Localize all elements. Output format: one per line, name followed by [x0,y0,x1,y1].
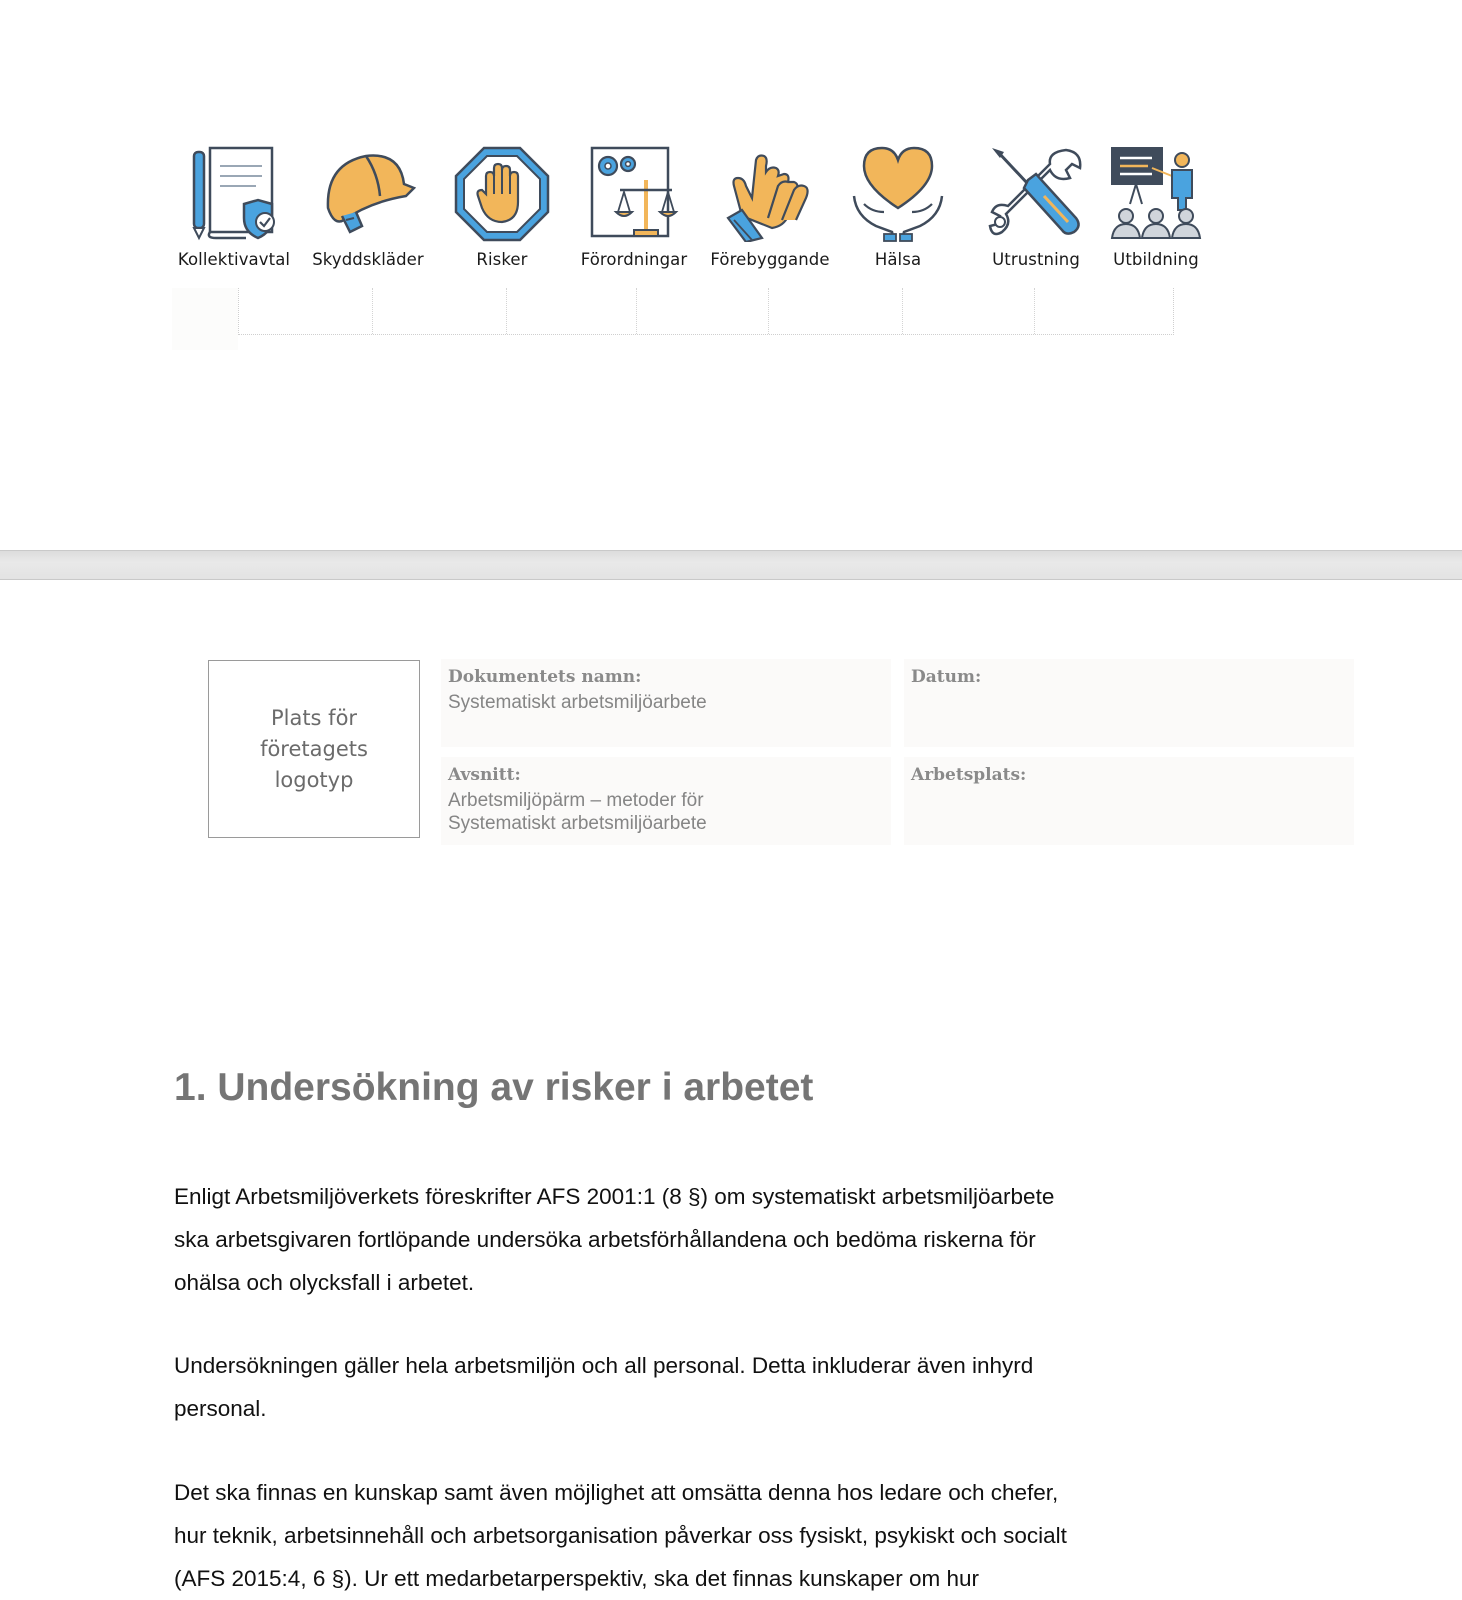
logo-placeholder[interactable] [208,660,420,838]
icon-label: Förordningar [580,250,688,269]
page-one [0,0,1462,550]
section-field[interactable] [441,757,891,845]
icon-item-halsa[interactable] [832,146,964,269]
connector-divider [768,288,769,334]
scales-document-icon [586,146,682,242]
paragraph [174,1471,1174,1600]
workplace-label: Arbetsplats: [911,765,1027,785]
icon-item-utbildning[interactable] [1090,146,1222,269]
page-separator [0,550,1462,580]
text-line: Det ska finnas en kunskap samt även möjlighet att omsätta denna hos ledare och chefer, [174,1480,1059,1505]
workplace-field[interactable] [904,757,1354,845]
text-line: Enligt Arbetsmiljöverkets föreskrifter AFS 2001:1 (8 §) om systematiskt arbetsmiljöarbete [174,1184,1055,1209]
connector-divider [636,288,637,334]
presentation-icon [1108,146,1204,242]
icon-label: Kollektivavtal [177,250,291,269]
icon-label: Utrustning [992,250,1080,269]
heart-hands-icon [850,146,946,242]
connector-divider [372,288,373,334]
stop-hand-icon [454,146,550,242]
doc-name-value: Systematiskt arbetsmiljöarbete [448,692,707,713]
icon-item-skyddsklader[interactable] [302,146,434,269]
connector-divider [1034,288,1035,334]
logo-placeholder-line: logotyp [274,767,354,792]
section-value-line: Systematiskt arbetsmiljöarbete [448,813,707,834]
date-label: Datum: [911,667,982,687]
icon-item-kollektivavtal[interactable] [168,146,300,269]
section-heading: 1. Undersökning av risker i arbetet [174,1066,814,1109]
hard-hat-icon [320,146,416,242]
text-line: hur teknik, arbetsinnehåll och arbetsorganisation påverkar oss fysiskt, psykiskt och socialt [174,1523,1067,1548]
section-value-line: Arbetsmiljöpärm – metoder för [448,790,704,811]
doc-name-field[interactable] [441,659,891,747]
icon-label: Förebyggande [710,250,830,269]
section-label: Avsnitt: [448,765,521,785]
icon-label: Skyddskläder [312,250,424,269]
icon-item-forordningar[interactable] [568,146,700,269]
text-line: (AFS 2015:4, 6 §). Ur ett medarbetarperspektiv, ska det finnas kunskaper om hur [174,1566,979,1591]
doc-name-label: Dokumentets namn: [448,667,642,687]
icon-label: Hälsa [874,250,922,269]
icon-item-risker[interactable] [436,146,568,269]
icon-label: Utbildning [1113,250,1199,269]
text-line: ska arbetsgivaren fortlöpande undersöka arbetsförhållandena och bedöma riskerna för [174,1227,1036,1252]
text-line: ohälsa och olycksfall i arbetet. [174,1270,475,1295]
gloves-icon [722,146,818,242]
paragraph [174,1175,1174,1304]
strip-shade [172,288,238,350]
text-line: Undersökningen gäller hela arbetsmiljön och all personal. Detta inkluderar även inhyrd [174,1353,1034,1378]
tools-icon [988,146,1084,242]
text-line: personal. [174,1396,267,1421]
paragraph [174,1344,1174,1430]
icon-item-forebyggande[interactable] [704,146,836,269]
icon-label: Risker [476,250,528,269]
connector-divider [506,288,507,334]
connector-divider [902,288,903,334]
logo-placeholder-line: Plats för [270,705,358,730]
date-field[interactable] [904,659,1354,747]
icon-item-utrustning[interactable] [970,146,1102,269]
logo-placeholder-line: företagets [260,736,368,761]
contract-icon [186,146,282,242]
